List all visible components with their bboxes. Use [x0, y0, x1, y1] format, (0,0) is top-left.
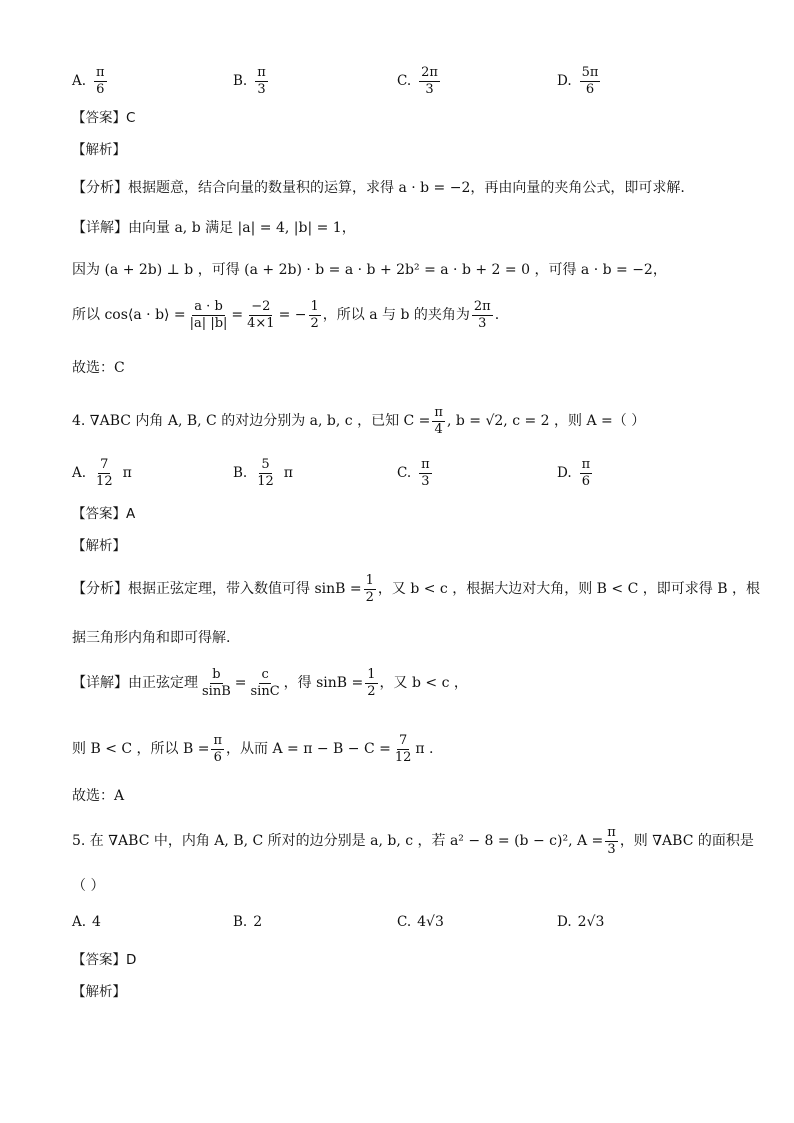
q4-option-d-num: π [581, 457, 591, 472]
q4-option-b-fraction [255, 458, 276, 488]
q5-option-c-text: 4√3 [417, 914, 444, 930]
q4-xiangjie-part-a: 【详解】由正弦定理 [72, 675, 198, 692]
q4-a-value-num: 7 [398, 733, 408, 748]
q4-sinb-fraction-den: 2 [367, 683, 376, 699]
q3-option-c [397, 66, 442, 96]
q4-xiangjie-part-b: ，得 sinB = [283, 675, 364, 692]
q3-cos-prefix: 所以 cos⟨a · b⟩ = [72, 307, 186, 324]
q3-frac-angle-num: 2π [473, 299, 491, 314]
q4-xiangjie-part-c: ，又 b < c ， [379, 675, 468, 692]
q4-option-c [397, 458, 434, 488]
q4-sinb-fraction-num: 1 [367, 667, 376, 682]
q4-option-a [72, 458, 132, 488]
q4-stem-fraction [432, 406, 445, 436]
q3-angle-text: ，所以 a 与 b 的夹角为 [322, 307, 470, 324]
q3-option-a-num: π [96, 65, 105, 80]
q3-option-d-label: D. [557, 73, 572, 90]
q4-option-b-label: B. [233, 465, 248, 482]
q5-option-b-text: 2 [253, 914, 263, 930]
q5-answer: 【答案】D [72, 952, 137, 968]
q4-sinb-fraction [365, 668, 377, 698]
q4-fenxi-fraction-num: 1 [365, 573, 374, 588]
q4-a-value-den: 12 [394, 749, 412, 765]
q3-option-d-fraction [580, 66, 601, 96]
q3-option-d [557, 66, 602, 96]
q4-option-c-label: C. [397, 465, 412, 482]
q4-option-d-den: 6 [581, 473, 591, 489]
q3-frac-neg2 [245, 300, 276, 330]
q3-option-b-den: 3 [257, 81, 266, 97]
q5-option-d [557, 914, 604, 930]
q5-stem-fraction-num: π [607, 825, 616, 840]
q4-option-d-label: D. [557, 465, 572, 482]
q4-stem-part-b: , b = √2, c = 2 ，则 A =（ ） [446, 413, 646, 430]
q4-law-eq: = [234, 675, 247, 692]
q3-option-b-fraction [255, 66, 268, 96]
q3-option-b-label: B. [233, 73, 248, 90]
q4-fenxi-line-2: 据三角形内角和即可得解. [72, 630, 231, 646]
q4-option-b-num: 5 [261, 457, 270, 472]
q4-law-fraction-c [249, 668, 282, 698]
q4-answer: 【答案】A [72, 506, 136, 522]
q3-option-b [233, 66, 270, 96]
q4-stem [72, 406, 645, 436]
q5-option-a-text: 4 [92, 914, 101, 930]
q3-frac-dot-den: |a| |b| [189, 315, 228, 331]
q5-stem-part-b: ，则 ∇ABC 的面积是 [619, 833, 754, 850]
q3-eq-1: = [231, 307, 244, 324]
q5-option-c-label: C. [397, 914, 412, 930]
q5-option-a-label: A. [72, 914, 87, 930]
q3-frac-angle [472, 300, 493, 330]
q4-stem-fraction-den: 4 [434, 421, 443, 437]
q3-option-c-den: 3 [425, 81, 434, 97]
q4-fenxi-fraction [364, 574, 376, 604]
q3-fenxi: 【分析】根据题意，结合向量的数量积的运算，求得 a · b = −2，再由向量的夹角公式，即可求解. [72, 180, 685, 196]
q4-law-fraction-b [200, 668, 233, 698]
q4-line2-part-c: π . [415, 741, 434, 758]
q4-option-b-suffix: π [283, 465, 293, 482]
q3-period: . [494, 307, 500, 324]
q3-frac-neg2-num: −2 [251, 299, 271, 314]
q5-option-a [72, 914, 101, 930]
q4-option-d [557, 458, 594, 488]
q4-analysis-heading: 【解析】 [72, 538, 126, 554]
q4-line2-part-b: ，从而 A = π − B − C = [226, 741, 391, 758]
q3-eq-2: = − [278, 307, 307, 324]
q4-law-fraction-b-num: b [212, 667, 221, 682]
q4-fenxi-part-a: 【分析】根据正弦定理，带入数值可得 sinB = [72, 581, 362, 598]
q4-fenxi-line-1 [72, 574, 760, 604]
q5-analysis-heading: 【解析】 [72, 984, 126, 1000]
q5-stem-part-a: 5. 在 ∇ABC 中，内角 A, B, C 所对的边分别是 a, b, c ，若 a² − 8 = (b − c)², A = [72, 833, 604, 850]
q4-option-a-fraction [94, 458, 115, 488]
q4-option-c-fraction [419, 458, 432, 488]
q3-frac-dot-num: a · b [194, 299, 223, 314]
q3-option-b-num: π [257, 65, 266, 80]
q4-option-a-suffix: π [122, 465, 132, 482]
q4-b-value-den: 6 [213, 749, 222, 765]
q5-option-d-label: D. [557, 914, 572, 930]
q3-option-c-fraction [419, 66, 440, 96]
q4-b-value-fraction [211, 734, 224, 764]
q4-stem-part-a: 4. ∇ABC 内角 A, B, C 的对边分别为 a, b, c ，已知 C = [72, 413, 431, 430]
q3-option-c-num: 2π [421, 65, 438, 80]
q4-xiangjie-line-1 [72, 668, 468, 698]
q3-option-a-den: 6 [96, 81, 105, 97]
q3-option-c-label: C. [397, 73, 412, 90]
q3-xiangjie-line-1: 【详解】由向量 a, b 满足 |a| = 4, |b| = 1， [72, 220, 356, 236]
q5-option-d-text: 2√3 [577, 914, 605, 930]
q3-option-d-den: 6 [585, 81, 595, 97]
q5-option-c [397, 914, 444, 930]
q5-option-b-label: B. [233, 914, 248, 930]
q3-xiangjie-line-2: 因为 (a + 2b) ⊥ b ，可得 (a + 2b) · b = a · b + 2b² = a · b + 2 = 0 ，可得 a · b = −2， [72, 262, 667, 278]
q4-a-value-fraction [393, 734, 414, 764]
q4-option-a-label: A. [72, 465, 87, 482]
q3-frac-half [309, 300, 321, 330]
q4-law-fraction-c-den: sinC [250, 683, 280, 699]
q5-stem-fraction-den: 3 [607, 841, 616, 857]
q4-b-value-num: π [213, 733, 222, 748]
q4-option-b-den: 12 [257, 473, 274, 489]
q4-law-fraction-b-den: sinB [202, 683, 231, 699]
q4-law-fraction-c-num: c [261, 667, 269, 682]
q4-option-a-den: 12 [96, 473, 113, 489]
q4-stem-fraction-num: π [434, 405, 443, 420]
q5-stem-fraction [605, 826, 618, 856]
q4-fenxi-part-b: ，又 b < c ，根据大边对大角，则 B < C ，即可求得 B ，根 [377, 581, 760, 598]
q3-xiangjie-line-3 [72, 300, 499, 330]
q3-option-a-label: A. [72, 73, 87, 90]
q3-frac-neg2-den: 4×1 [247, 315, 275, 331]
q4-option-b [233, 458, 293, 488]
q5-stem-paren: （ ） [72, 878, 105, 894]
q4-xiangjie-line-2 [72, 734, 434, 764]
q3-option-a [72, 66, 109, 96]
q3-frac-dot [188, 300, 230, 330]
q4-final-choice: 故选：A [72, 788, 125, 804]
q4-option-c-num: π [421, 457, 430, 472]
q4-option-a-num: 7 [100, 457, 109, 472]
q4-option-c-den: 3 [421, 473, 430, 489]
q4-fenxi-fraction-den: 2 [365, 589, 374, 605]
q3-answer: 【答案】C [72, 110, 136, 126]
q3-option-d-num: 5π [581, 65, 599, 80]
q4-line2-part-a: 则 B < C ，所以 B = [72, 741, 210, 758]
q3-frac-half-den: 2 [310, 315, 319, 331]
q5-option-b [233, 914, 262, 930]
q5-stem [72, 826, 754, 856]
q3-frac-angle-den: 3 [478, 315, 487, 331]
q3-final-choice: 故选：C [72, 360, 125, 376]
q3-option-a-fraction [94, 66, 107, 96]
q3-analysis-heading: 【解析】 [72, 142, 126, 158]
q4-option-d-fraction [580, 458, 593, 488]
q3-frac-half-num: 1 [310, 299, 319, 314]
